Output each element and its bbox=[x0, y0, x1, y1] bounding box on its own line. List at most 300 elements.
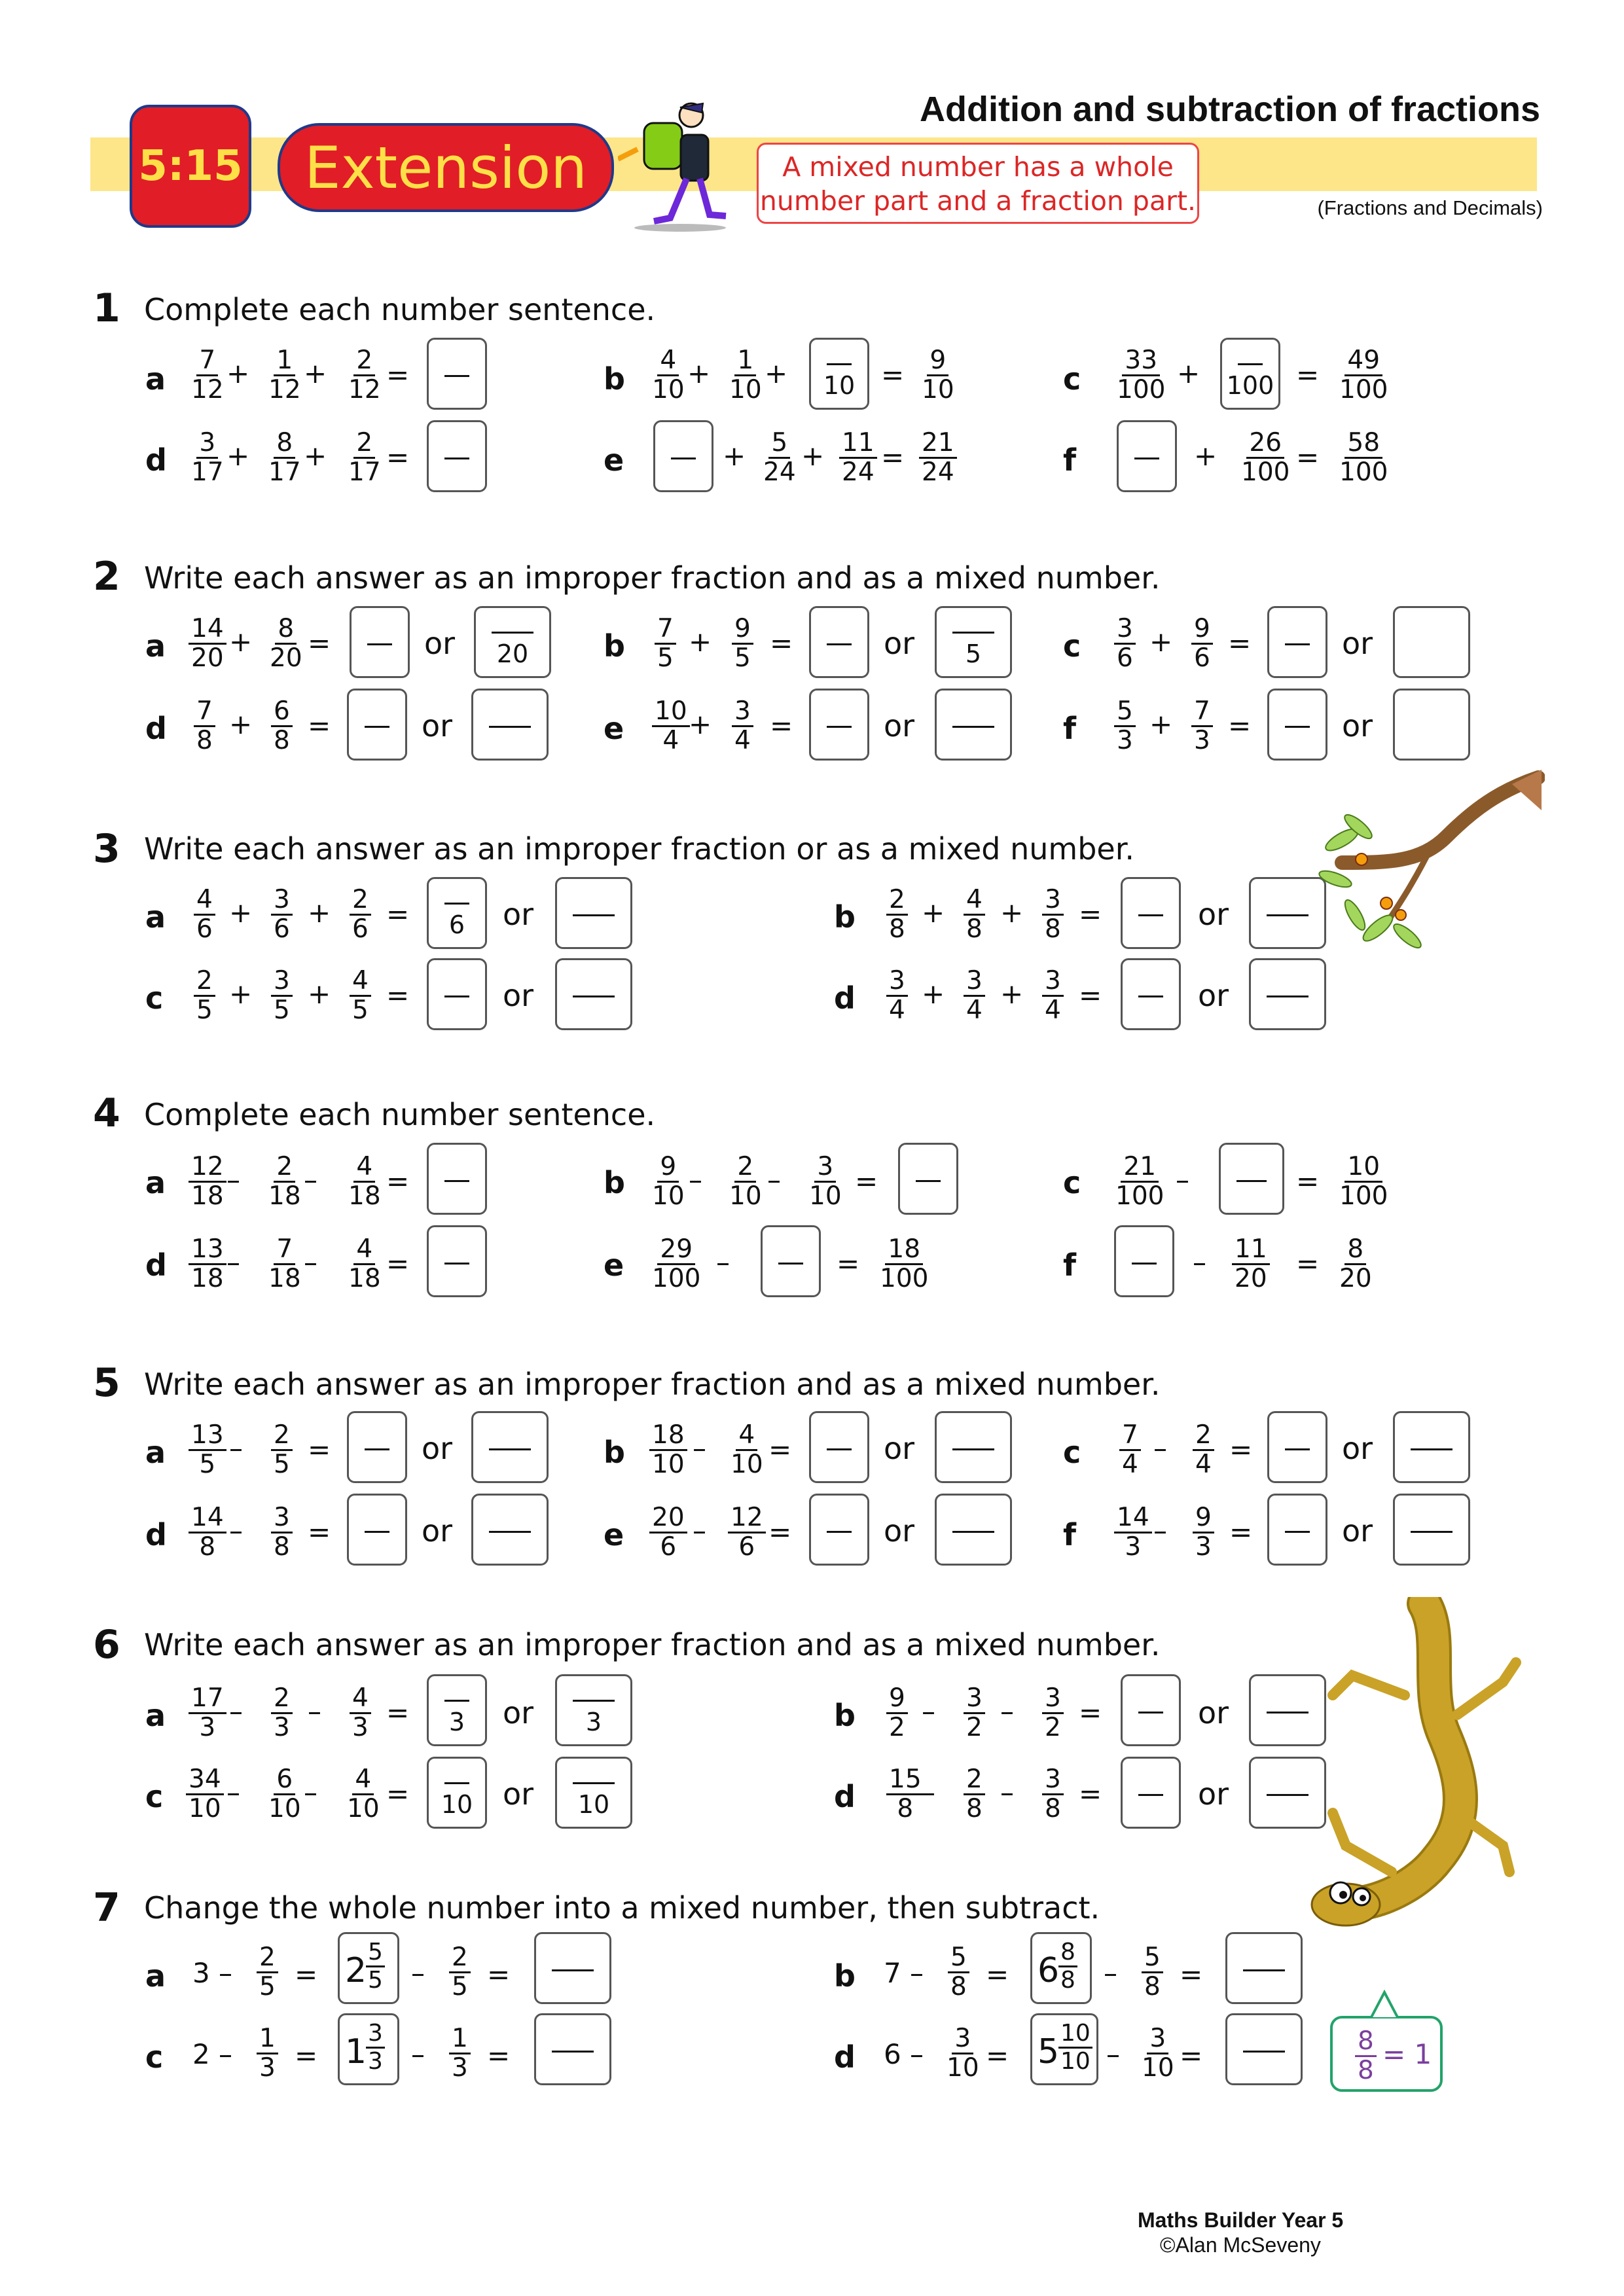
fraction: $\frac{9}{2}$ bbox=[886, 1685, 908, 1742]
fraction: $\frac{13}{5}$ bbox=[189, 1422, 226, 1479]
operator: = bbox=[1180, 1958, 1203, 1990]
fraction: $\frac{11}{20}$ bbox=[1232, 1236, 1270, 1293]
fraction: $\frac{33}{100}$ bbox=[1117, 346, 1166, 404]
gum-branch-icon bbox=[1316, 764, 1545, 954]
or-label: or bbox=[503, 1695, 534, 1731]
fraction: $\frac{9}{10}$ bbox=[652, 1152, 685, 1211]
extension-label: Extension bbox=[304, 134, 587, 202]
or-label: or bbox=[424, 626, 456, 661]
answer-box[interactable] bbox=[534, 1932, 611, 2004]
answer-box[interactable] bbox=[1267, 1494, 1327, 1566]
operator: – bbox=[226, 1164, 240, 1196]
item-letter: c bbox=[1063, 1435, 1081, 1470]
operator: – bbox=[226, 1776, 240, 1808]
answer-box[interactable] bbox=[1249, 958, 1326, 1030]
answer-box[interactable] bbox=[347, 689, 407, 761]
operator: + bbox=[922, 978, 945, 1010]
operator: – bbox=[229, 1695, 243, 1727]
item-letter: b bbox=[604, 1165, 625, 1200]
question-number: 2 bbox=[93, 554, 120, 600]
answer-box[interactable] bbox=[471, 1411, 549, 1483]
answer-box[interactable] bbox=[427, 1143, 487, 1215]
fraction: $\frac{20}{6}$ bbox=[649, 1504, 687, 1561]
fraction: $\frac{15}{8}$ bbox=[886, 1766, 924, 1823]
fraction: $\frac{9}{5}$ bbox=[732, 615, 753, 672]
operator: – bbox=[229, 1432, 243, 1464]
mixed-number-box: 2 5 5 bbox=[338, 1932, 399, 2004]
operator: – bbox=[1000, 1695, 1014, 1727]
fraction: $\frac{11}{24}$ bbox=[839, 429, 877, 486]
answer-box[interactable] bbox=[935, 1494, 1012, 1566]
item-letter: d bbox=[834, 2039, 856, 2075]
answer-box[interactable] bbox=[653, 420, 713, 492]
operator: = bbox=[308, 1433, 331, 1465]
fraction: $\frac{3}{4}$ bbox=[732, 698, 753, 755]
operator: = bbox=[308, 709, 331, 742]
fraction: $\frac{1}{3}$ bbox=[257, 2025, 278, 2082]
fraction: $\frac{2}{6}$ bbox=[350, 886, 371, 943]
fraction: $\frac{12}{18}$ bbox=[189, 1153, 226, 1210]
or-label: or bbox=[503, 1776, 534, 1812]
item-letter: f bbox=[1063, 1247, 1077, 1283]
operator: = bbox=[1180, 2039, 1203, 2072]
fraction: $\frac{4}{10}$ bbox=[731, 1420, 763, 1479]
item-letter: c bbox=[145, 2039, 164, 2075]
answer-box[interactable] bbox=[427, 1225, 487, 1297]
footer-book-title: Maths Builder Year 5 bbox=[1138, 2208, 1344, 2232]
fraction: $\frac{3}{5}$ bbox=[271, 967, 293, 1024]
operator: + bbox=[1177, 357, 1200, 389]
operator: = bbox=[1079, 1696, 1102, 1729]
fraction: $\frac{26}{100}$ bbox=[1241, 428, 1290, 487]
tip-fraction: $\frac{8}{8}$ bbox=[1355, 2028, 1377, 2085]
question-number: 4 bbox=[93, 1090, 120, 1136]
operator: = bbox=[1079, 979, 1102, 1011]
item-letter: c bbox=[1063, 628, 1081, 664]
fraction: $\frac{2}{5}$ bbox=[449, 1944, 471, 2001]
fraction: $\frac{21}{100}$ bbox=[1115, 1152, 1164, 1211]
answer-box[interactable] bbox=[809, 606, 869, 678]
fraction: $\frac{1}{12}$ bbox=[268, 346, 301, 404]
fraction: $\frac{5}{8}$ bbox=[948, 1944, 969, 2001]
operator: = bbox=[386, 359, 410, 391]
operator: – bbox=[304, 1246, 317, 1278]
tip-callout bbox=[1330, 2016, 1443, 2092]
or-label: or bbox=[503, 897, 534, 932]
operator: + bbox=[1149, 626, 1173, 658]
item-letter: b bbox=[604, 361, 625, 397]
fraction: $\frac{2}{8}$ bbox=[886, 886, 908, 943]
answer-box[interactable] bbox=[761, 1225, 821, 1297]
fraction: $\frac{4}{10}$ bbox=[652, 346, 685, 404]
operator: – bbox=[1193, 1246, 1206, 1278]
operator: + bbox=[1194, 440, 1218, 472]
operator: = bbox=[1228, 709, 1252, 742]
or-label: or bbox=[422, 708, 453, 744]
fraction: $\frac{3}{10}$ bbox=[1142, 2024, 1174, 2083]
answer-box[interactable] bbox=[1225, 1932, 1303, 2004]
operator: – bbox=[693, 1432, 706, 1464]
operator: – bbox=[1176, 1164, 1189, 1196]
operator: = bbox=[386, 898, 410, 930]
operator: 7 bbox=[884, 1957, 901, 1989]
fraction: $\frac{2}{10}$ bbox=[729, 1152, 762, 1211]
operator: = bbox=[1079, 898, 1102, 930]
item-letter: c bbox=[1063, 1165, 1081, 1200]
answer-box[interactable] bbox=[1121, 958, 1181, 1030]
question-number: 6 bbox=[93, 1622, 120, 1668]
answer-box[interactable] bbox=[898, 1143, 958, 1215]
operator: = bbox=[386, 1778, 410, 1810]
fraction: $\frac{6}{10}$ bbox=[268, 1765, 301, 1823]
answer-box[interactable] bbox=[809, 1411, 869, 1483]
answer-box[interactable] bbox=[1114, 1225, 1174, 1297]
fraction: $\frac{4}{6}$ bbox=[194, 886, 215, 943]
operator: – bbox=[1104, 1957, 1117, 1989]
fraction: $\frac{10}{4}$ bbox=[652, 698, 690, 755]
item-letter: b bbox=[604, 1435, 625, 1470]
operator: + bbox=[689, 626, 712, 658]
or-label: or bbox=[1198, 1776, 1229, 1812]
operator: = bbox=[386, 1696, 410, 1729]
operator: – bbox=[1153, 1515, 1167, 1547]
fraction: $\frac{3}{6}$ bbox=[271, 886, 293, 943]
item-letter: d bbox=[145, 711, 167, 746]
operator: + bbox=[1000, 897, 1024, 929]
fraction: $\frac{9}{3}$ bbox=[1193, 1504, 1214, 1561]
fraction: $\frac{58}{100}$ bbox=[1339, 428, 1388, 487]
mixed-number-box: 1 3 3 bbox=[338, 2013, 399, 2085]
fraction: $\frac{5}{8}$ bbox=[1142, 1944, 1163, 2001]
item-letter: c bbox=[145, 1779, 164, 1814]
operator: – bbox=[308, 1695, 321, 1727]
answer-box[interactable]: 10 bbox=[555, 1757, 632, 1829]
fraction: $\frac{2}{17}$ bbox=[348, 428, 381, 487]
footer-copyright: ©Alan McSeveny bbox=[1160, 2233, 1321, 2257]
answer-box[interactable]: 3 bbox=[555, 1674, 632, 1746]
item-letter: d bbox=[145, 1247, 167, 1283]
answer-box[interactable] bbox=[1225, 2013, 1303, 2085]
operator: – bbox=[910, 1957, 924, 1989]
fraction: $\frac{5}{24}$ bbox=[763, 428, 796, 487]
fraction: $\frac{9}{6}$ bbox=[1191, 615, 1213, 672]
running-character-icon bbox=[618, 97, 742, 236]
operator: – bbox=[304, 1164, 317, 1196]
operator: = bbox=[386, 441, 410, 473]
fraction: $\frac{7}{12}$ bbox=[191, 346, 224, 404]
operator: – bbox=[1153, 1432, 1167, 1464]
answer-box[interactable]: 6 bbox=[427, 877, 487, 949]
answer-box[interactable]: 20 bbox=[474, 606, 551, 678]
operator: = bbox=[986, 2039, 1009, 2072]
operator: + bbox=[229, 708, 253, 740]
operator: – bbox=[411, 1957, 425, 1989]
operator: – bbox=[304, 1776, 317, 1808]
operator: – bbox=[1000, 1776, 1014, 1808]
operator: + bbox=[922, 897, 945, 929]
question-text: Change the whole number into a mixed number, then subtract. bbox=[144, 1890, 1100, 1926]
operator: + bbox=[308, 897, 331, 929]
item-letter: d bbox=[145, 442, 167, 478]
or-label: or bbox=[884, 708, 915, 744]
operator: = bbox=[770, 627, 793, 659]
operator: – bbox=[689, 1164, 702, 1196]
operator: = bbox=[308, 1516, 331, 1548]
operator: + bbox=[1149, 708, 1173, 740]
fraction: $\frac{7}{5}$ bbox=[655, 615, 676, 672]
operator: 3 bbox=[192, 1957, 210, 1989]
fraction: $\frac{9}{10}$ bbox=[922, 346, 954, 404]
answer-box[interactable] bbox=[534, 2013, 611, 2085]
item-letter: f bbox=[1063, 1517, 1077, 1552]
fraction: $\frac{10}{100}$ bbox=[1339, 1152, 1388, 1211]
or-label: or bbox=[1198, 1695, 1229, 1731]
answer-box[interactable] bbox=[347, 1411, 407, 1483]
fraction: $\frac{2}{8}$ bbox=[964, 1766, 985, 1823]
answer-box[interactable] bbox=[1393, 1494, 1470, 1566]
question-text: Write each answer as an improper fraction and as a mixed number. bbox=[144, 1627, 1161, 1662]
answer-box[interactable] bbox=[935, 689, 1012, 761]
operator: = bbox=[1229, 1516, 1253, 1548]
item-letter: e bbox=[604, 442, 624, 478]
answer-box[interactable]: 100 bbox=[1220, 338, 1280, 410]
item-letter: b bbox=[834, 899, 856, 935]
operator: = bbox=[1296, 441, 1320, 473]
operator: + bbox=[801, 440, 825, 472]
operator: = bbox=[1228, 627, 1252, 659]
or-label: or bbox=[1342, 1513, 1373, 1549]
or-label: or bbox=[1198, 897, 1229, 932]
answer-box[interactable] bbox=[350, 606, 410, 678]
fraction: $\frac{3}{10}$ bbox=[947, 2024, 979, 2083]
strand-label: (Fractions and Decimals) bbox=[1317, 196, 1543, 219]
answer-box[interactable] bbox=[1267, 606, 1327, 678]
item-letter: c bbox=[145, 980, 164, 1016]
item-letter: d bbox=[834, 980, 856, 1016]
question-number: 5 bbox=[93, 1360, 120, 1406]
item-letter: a bbox=[145, 1958, 166, 1994]
fraction: $\frac{6}{8}$ bbox=[271, 698, 293, 755]
fraction: $\frac{21}{24}$ bbox=[919, 429, 957, 486]
answer-box[interactable] bbox=[1393, 606, 1470, 678]
fraction: $\frac{2}{5}$ bbox=[271, 1422, 293, 1479]
operator: 2 bbox=[192, 2038, 210, 2070]
fraction: $\frac{17}{3}$ bbox=[189, 1685, 226, 1742]
operator: – bbox=[922, 1695, 935, 1727]
or-label: or bbox=[422, 1431, 453, 1466]
answer-box[interactable]: 5 bbox=[935, 606, 1012, 678]
fraction: $\frac{3}{8}$ bbox=[1042, 886, 1064, 943]
operator: + bbox=[723, 440, 746, 472]
fraction: $\frac{3}{6}$ bbox=[1114, 615, 1136, 672]
operator: = bbox=[881, 359, 905, 391]
fraction: $\frac{2}{5}$ bbox=[257, 1944, 278, 2001]
lesson-code-badge bbox=[130, 105, 251, 228]
operator: = bbox=[1079, 1778, 1102, 1810]
fraction: $\frac{7}{3}$ bbox=[1191, 698, 1213, 755]
fraction: $\frac{13}{18}$ bbox=[189, 1236, 226, 1293]
fraction: $\frac{4}{18}$ bbox=[348, 1234, 381, 1293]
item-letter: e bbox=[604, 1247, 624, 1283]
answer-box[interactable]: 3 bbox=[427, 1674, 487, 1746]
answer-box[interactable] bbox=[809, 1494, 869, 1566]
answer-box[interactable]: 10 bbox=[427, 1757, 487, 1829]
fraction: $\frac{3}{4}$ bbox=[964, 967, 985, 1024]
operator: = bbox=[1296, 1247, 1320, 1280]
operator: – bbox=[219, 2038, 232, 2070]
operator: + bbox=[226, 357, 250, 389]
operator: – bbox=[229, 1515, 243, 1547]
item-letter: a bbox=[145, 628, 166, 664]
fraction: $\frac{3}{8}$ bbox=[1042, 1766, 1064, 1823]
fraction: $\frac{1}{3}$ bbox=[449, 2025, 471, 2082]
or-label: or bbox=[884, 1431, 915, 1466]
answer-box[interactable] bbox=[1117, 420, 1177, 492]
fraction: $\frac{3}{4}$ bbox=[886, 967, 908, 1024]
fraction: $\frac{49}{100}$ bbox=[1339, 346, 1388, 404]
operator: – bbox=[693, 1515, 706, 1547]
item-letter: a bbox=[145, 361, 166, 397]
extension-badge bbox=[278, 123, 614, 212]
operator: = bbox=[768, 1433, 792, 1465]
question-number: 7 bbox=[93, 1885, 120, 1931]
answer-box[interactable] bbox=[1249, 877, 1326, 949]
answer-box[interactable] bbox=[555, 877, 632, 949]
operator: = bbox=[855, 1165, 878, 1197]
fraction: $\frac{3}{4}$ bbox=[1042, 967, 1064, 1024]
operator: = bbox=[768, 1516, 792, 1548]
operator: + bbox=[1000, 978, 1024, 1010]
operator: 6 bbox=[884, 2038, 901, 2070]
or-label: or bbox=[1342, 1431, 1373, 1466]
fraction: $\frac{3}{17}$ bbox=[191, 428, 224, 487]
fraction: $\frac{8}{20}$ bbox=[1339, 1234, 1372, 1293]
operator: + bbox=[687, 357, 711, 389]
question-number: 3 bbox=[93, 826, 120, 872]
answer-box[interactable] bbox=[1121, 1674, 1181, 1746]
operator: + bbox=[765, 357, 788, 389]
operator: = bbox=[295, 1958, 318, 1990]
fraction: $\frac{8}{17}$ bbox=[268, 428, 301, 487]
item-letter: d bbox=[145, 1517, 167, 1552]
operator: – bbox=[411, 2038, 425, 2070]
or-label: or bbox=[884, 626, 915, 661]
fraction: $\frac{4}{10}$ bbox=[347, 1765, 380, 1823]
operator: – bbox=[767, 1164, 781, 1196]
answer-box[interactable] bbox=[1267, 1411, 1327, 1483]
operator: = bbox=[386, 1165, 410, 1197]
fraction: $\frac{4}{18}$ bbox=[348, 1152, 381, 1211]
answer-box[interactable] bbox=[1121, 1757, 1181, 1829]
fraction: $\frac{14}{8}$ bbox=[189, 1504, 226, 1561]
operator: – bbox=[922, 1776, 935, 1808]
item-letter: a bbox=[145, 899, 166, 935]
fraction: $\frac{14}{3}$ bbox=[1114, 1504, 1152, 1561]
fraction: $\frac{2}{12}$ bbox=[348, 346, 381, 404]
answer-box[interactable] bbox=[555, 958, 632, 1030]
operator: + bbox=[308, 978, 331, 1010]
operator: + bbox=[229, 978, 253, 1010]
fraction: $\frac{14}{20}$ bbox=[189, 615, 226, 672]
operator: + bbox=[226, 440, 250, 472]
fraction: $\frac{3}{8}$ bbox=[271, 1504, 293, 1561]
operator: = bbox=[295, 2039, 318, 2072]
answer-box[interactable] bbox=[471, 1494, 549, 1566]
fraction: $\frac{2}{4}$ bbox=[1193, 1422, 1214, 1479]
answer-box[interactable] bbox=[1393, 689, 1470, 761]
item-letter: b bbox=[834, 1698, 856, 1733]
question-text: Write each answer as an improper fraction or as a mixed number. bbox=[144, 831, 1135, 867]
item-letter: e bbox=[604, 711, 624, 746]
operator: = bbox=[1296, 1165, 1320, 1197]
operator: = bbox=[770, 709, 793, 742]
or-label: or bbox=[422, 1513, 453, 1549]
or-label: or bbox=[884, 1513, 915, 1549]
answer-box[interactable] bbox=[1219, 1143, 1284, 1215]
operator: – bbox=[1106, 2038, 1120, 2070]
fraction: $\frac{7}{8}$ bbox=[194, 698, 215, 755]
item-letter: e bbox=[604, 1517, 624, 1552]
question-text: Complete each number sentence. bbox=[144, 292, 656, 327]
fraction: $\frac{3}{2}$ bbox=[1042, 1685, 1064, 1742]
operator: = bbox=[487, 1958, 511, 1990]
operator: + bbox=[229, 626, 253, 658]
fraction: $\frac{18}{10}$ bbox=[649, 1422, 687, 1479]
item-letter: a bbox=[145, 1435, 166, 1470]
fraction: $\frac{5}{3}$ bbox=[1114, 698, 1136, 755]
fraction: $\frac{7}{18}$ bbox=[268, 1234, 301, 1293]
or-label: or bbox=[503, 978, 534, 1013]
question-text: Write each answer as an improper fraction and as a mixed number. bbox=[144, 1367, 1161, 1402]
operator: = bbox=[386, 979, 410, 1011]
operator: – bbox=[910, 2038, 924, 2070]
answer-box[interactable] bbox=[1393, 1411, 1470, 1483]
answer-box[interactable] bbox=[1267, 689, 1327, 761]
operator: = bbox=[308, 627, 331, 659]
fraction: $\frac{34}{10}$ bbox=[186, 1766, 224, 1823]
question-number: 1 bbox=[93, 285, 120, 331]
item-letter: a bbox=[145, 1698, 166, 1733]
answer-box[interactable] bbox=[347, 1494, 407, 1566]
mixed-number-box: 5 10 10 bbox=[1030, 2013, 1098, 2085]
fraction: $\frac{4}{8}$ bbox=[964, 886, 985, 943]
operator: – bbox=[226, 1246, 240, 1278]
answer-box[interactable] bbox=[1121, 877, 1181, 949]
fraction: $\frac{18}{100}$ bbox=[880, 1234, 929, 1293]
answer-box[interactable] bbox=[427, 958, 487, 1030]
fraction: $\frac{4}{5}$ bbox=[350, 967, 371, 1024]
hint-box: A mixed number has a whole number part and a fraction part. bbox=[757, 143, 1199, 224]
answer-box[interactable]: 10 bbox=[809, 338, 869, 410]
answer-box[interactable] bbox=[427, 338, 487, 410]
topic-title: Addition and subtraction of fractions bbox=[920, 90, 1540, 129]
or-label: or bbox=[1198, 978, 1229, 1013]
fraction: $\frac{8}{20}$ bbox=[270, 614, 302, 673]
answer-box[interactable] bbox=[471, 689, 549, 761]
fraction: $\frac{12}{6}$ bbox=[728, 1504, 766, 1561]
answer-box[interactable] bbox=[935, 1411, 1012, 1483]
operator: = bbox=[986, 1958, 1009, 1990]
item-letter: f bbox=[1063, 711, 1077, 746]
operator: = bbox=[837, 1247, 860, 1280]
answer-box[interactable] bbox=[427, 420, 487, 492]
answer-box[interactable] bbox=[809, 689, 869, 761]
lesson-code: 5:15 bbox=[138, 142, 243, 190]
item-letter: b bbox=[604, 628, 625, 664]
fraction: $\frac{7}{4}$ bbox=[1119, 1422, 1141, 1479]
tip-equation: = 1 bbox=[1382, 2038, 1432, 2070]
fraction: $\frac{2}{5}$ bbox=[194, 967, 215, 1024]
